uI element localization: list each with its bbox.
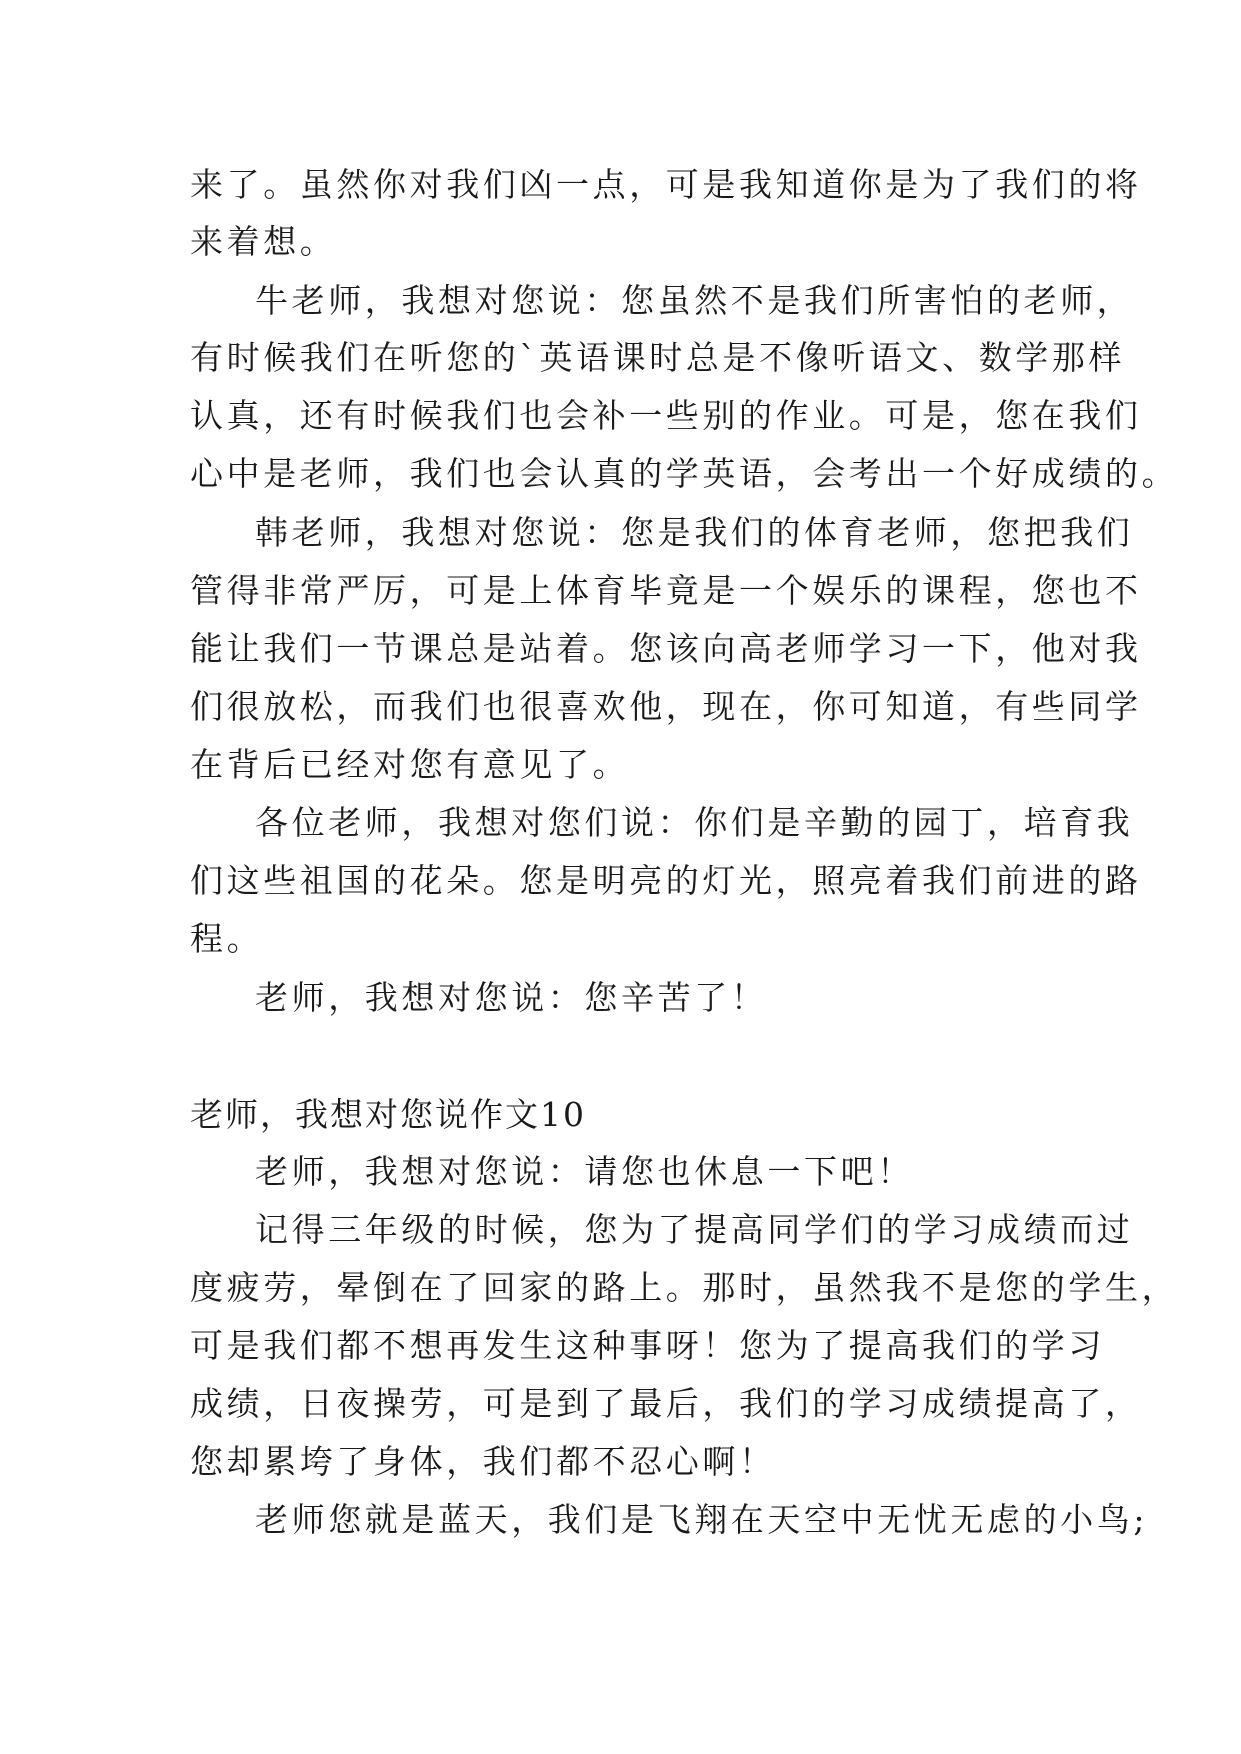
paragraph-line: 老师，我想对您说：请您也休息一下吧！ [255,1152,914,1191]
paragraph-line: 来着想。 [190,222,337,261]
paragraph-line: 您却累垮了身体，我们都不忍心啊！ [190,1442,776,1481]
paragraph-line: 认真，还有时候我们也会补一些别的作业。可是，您在我们 [190,396,1142,435]
paragraph-line: 能让我们一节课总是站着。您该向高老师学习一下，他对我 [190,629,1142,668]
paragraph-line: 来了。虽然你对我们凶一点，可是我知道你是为了我们的将 [190,165,1142,204]
paragraph-line: 度疲劳，晕倒在了回家的路上。那时，虽然我不是您的学生， [190,1268,1179,1307]
paragraph-line: 有时候我们在听您的`英语课时总是不像听语文、数学那样 [190,338,1126,377]
paragraph-line: 在背后已经对您有意见了。 [190,745,630,784]
paragraph-line: 韩老师，我想对您说：您是我们的体育老师，您把我们 [255,513,1134,552]
section-title: 老师，我想对您说作文10 [190,1095,586,1134]
paragraph-line: 程。 [190,919,264,958]
paragraph-line: 成绩，日夜操劳，可是到了最后，我们的学习成绩提高了， [190,1384,1142,1423]
paragraph-line: 们很放松，而我们也很喜欢他，现在，你可知道，有些同学 [190,687,1142,726]
paragraph-line: 记得三年级的时候，您为了提高同学们的学习成绩而过 [255,1210,1134,1249]
paragraph-line: 老师，我想对您说：您辛苦了！ [255,978,768,1017]
paragraph-line: 心中是老师，我们也会认真的学英语，会考出一个好成绩的。 [190,454,1179,493]
paragraph-line: 各位老师，我想对您们说：你们是辛勤的园丁，培育我 [255,803,1134,842]
paragraph-line: 老师您就是蓝天，我们是飞翔在天空中无忧无虑的小鸟; [255,1500,1149,1539]
paragraph-line: 牛老师，我想对您说：您虽然不是我们所害怕的老师， [255,281,1134,320]
paragraph-line: 们这些祖国的花朵。您是明亮的灯光，照亮着我们前进的路 [190,861,1142,900]
paragraph-line: 可是我们都不想再发生这种事呀！您为了提高我们的学习 [190,1326,1105,1365]
paragraph-line: 管得非常严厉，可是上体育毕竟是一个娱乐的课程，您也不 [190,571,1142,610]
